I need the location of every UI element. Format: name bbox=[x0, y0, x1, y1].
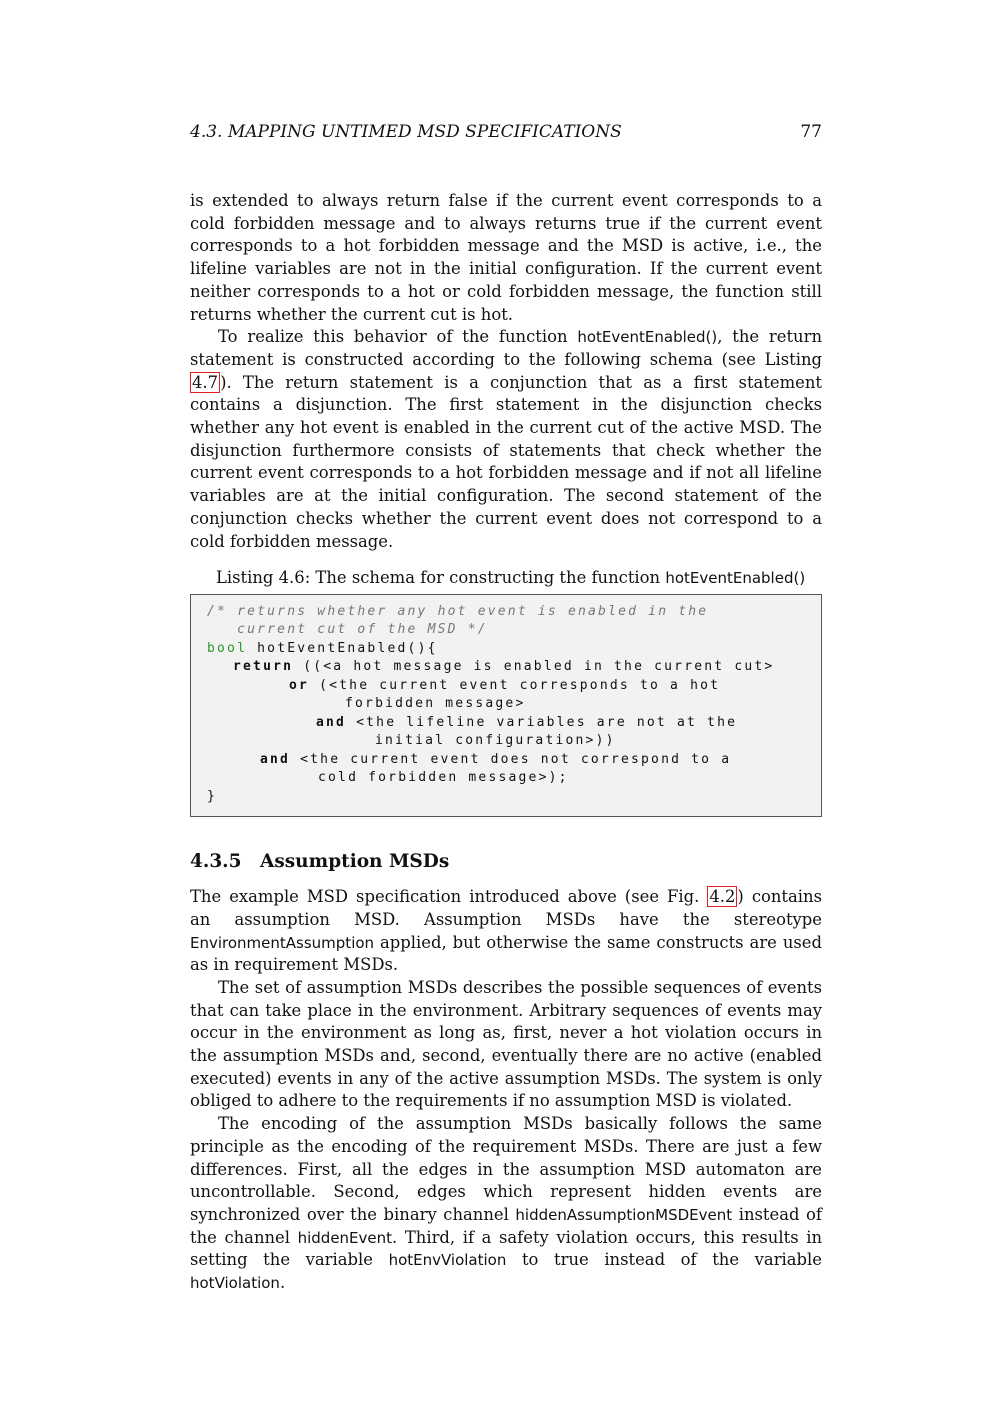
code-and-line-2 bbox=[207, 751, 807, 770]
s3-text-e: . bbox=[279, 1273, 286, 1293]
main-text bbox=[190, 190, 822, 1295]
s1-text-c: applied, but otherwise the same constructs are used as in requirement MSDs. bbox=[190, 932, 822, 975]
code-comment-line-2: current cut of the MSD */ bbox=[207, 622, 488, 638]
code-or-text: (<the current event corresponds to a hot bbox=[309, 677, 721, 693]
running-header bbox=[190, 120, 822, 144]
code-return-keyword: return bbox=[233, 659, 294, 675]
code-listing bbox=[190, 594, 822, 818]
s3-text-a: The encoding of the assumption MSDs basically follows the same principle as the encoding of the requirement MSDs. There are just a few differences. First, all the edges in the assumption MSD automaton are uncontrollable. Second, edges which represent hidden events are synchronized over the binary channel bbox=[190, 1114, 822, 1224]
code-or-continuation: forbidden message> bbox=[345, 696, 526, 712]
p2-text-b: , the return statement is constructed according to the following schema (see Listing bbox=[190, 327, 822, 369]
code-signature-line bbox=[207, 640, 807, 659]
inline-code-hot-event-enabled: hotEventEnabled() bbox=[577, 328, 718, 347]
section-title: Assumption MSDs bbox=[260, 851, 450, 873]
caption-code: hotEventEnabled() bbox=[665, 569, 806, 588]
inline-code-hot-violation: hotViolation bbox=[190, 1274, 280, 1293]
section-paragraph-3 bbox=[190, 1113, 822, 1295]
code-and-text-1: <the lifeline variables are not at the bbox=[346, 714, 738, 730]
code-and-line-1 bbox=[207, 714, 807, 733]
section-number: 4.3.5 bbox=[190, 851, 242, 873]
code-or-line bbox=[207, 677, 807, 696]
inline-code-environment-assumption: EnvironmentAssumption bbox=[190, 933, 375, 952]
paragraph-1: is extended to always return false if the current event corresponds to a cold forbidden message and to always returns true if the current event corresponds to a hot forbidden message and the MSD is active, i.e., the lifeline variables are not in the initial configuration. If the current event neither corresponds to a hot or cold forbidden message, the function still returns whether the current cut is hot. bbox=[190, 191, 822, 324]
code-and-text-2: <the current event does not correspond to a bbox=[290, 751, 732, 767]
section-heading bbox=[190, 851, 822, 874]
s3-text-b: instead of the channel bbox=[190, 1205, 822, 1247]
code-return-text: ((<a hot message is enabled in the current cut> bbox=[293, 659, 775, 675]
code-closing-brace: } bbox=[207, 788, 218, 804]
p2-text-c: ). The return statement is a conjunction that as a first statement contains a disjunction. The first statement in the disjunction checks whether any hot event is enabled in the current cut of the active MSD. The disjunction furthermore consists of statements that check whether the current event corresponds to a hot forbidden message and if not all lifeline variables are at the initial configuration. The second statement of the conjunction checks whether the current event does not correspond to a cold forbidden message. bbox=[190, 372, 822, 551]
inline-code-hidden-event: hiddenEvent bbox=[297, 1228, 393, 1247]
section-paragraph-1 bbox=[190, 886, 822, 977]
s3-text-d: to true instead of the variable bbox=[506, 1250, 822, 1270]
s1-text-b: ) contains an assumption MSD. Assumption MSDs have the stereotype bbox=[190, 887, 822, 929]
s3-text-c: . Third, if a safety violation occurs, this results in setting the variable bbox=[190, 1227, 822, 1270]
header-section-title: 4.3. MAPPING UNTIMED MSD SPECIFICATIONS bbox=[190, 122, 622, 142]
code-or-keyword: or bbox=[289, 677, 310, 693]
code-and-keyword-2: and bbox=[260, 751, 291, 767]
s1-text-a: The example MSD specification introduced above (see Fig. bbox=[190, 887, 708, 907]
inline-code-hot-env-violation: hotEnvViolation bbox=[388, 1251, 507, 1270]
paragraph-2 bbox=[190, 326, 822, 553]
code-type-keyword: bool bbox=[207, 640, 248, 656]
listing-reference-link[interactable]: 4.7 bbox=[192, 372, 219, 392]
figure-reference-link[interactable]: 4.2 bbox=[709, 887, 736, 907]
page-number: 77 bbox=[800, 122, 822, 142]
section-paragraph-2: The set of assumption MSDs describes the possible sequences of events that can take place in the environment. Arbitrary sequences of events may occur in the environment as long as, first, never a hot violation occurs in the assumption MSDs and, second, eventually there are no active (enabled executed) events in any of the active assumption MSDs. The system is only obliged to adhere to the requirements if no assumption MSD is violated. bbox=[190, 977, 822, 1111]
listing-caption bbox=[190, 567, 822, 590]
code-and-keyword-1: and bbox=[316, 714, 347, 730]
code-comment-line-1: /* returns whether any hot event is enabled in the bbox=[207, 603, 709, 619]
code-and-continuation-1: initial configuration>)) bbox=[375, 733, 616, 749]
p2-text-a: To realize this behavior of the function bbox=[218, 327, 578, 347]
inline-code-hidden-assumption-msd-event: hiddenAssumptionMSDEvent bbox=[515, 1206, 733, 1224]
code-return-line bbox=[207, 658, 807, 677]
caption-text: Listing 4.6: The schema for constructing the function bbox=[216, 568, 666, 588]
code-and-continuation-2: cold forbidden message>); bbox=[318, 770, 569, 786]
code-signature: hotEventEnabled(){ bbox=[247, 640, 438, 656]
